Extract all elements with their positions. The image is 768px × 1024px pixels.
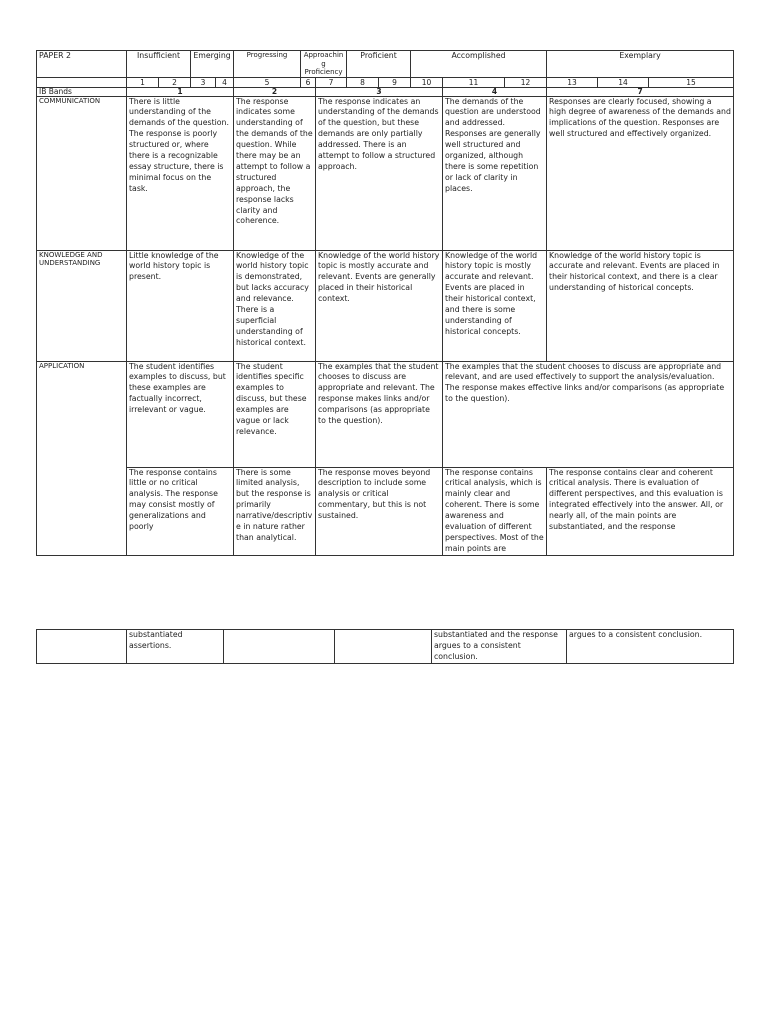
level-insufficient: Insufficient — [127, 51, 191, 78]
level-emerging: Emerging — [191, 51, 234, 78]
descriptor-band-2: The student identifies specific examples to discuss, but these examples are vague or lack relevance. — [234, 361, 316, 467]
descriptor-band-2: There is some limited analysis, but the response is primarily narrative/descriptive in nature rather than analytical. — [234, 467, 316, 555]
descriptor-band-4: The response contains critical analysis, which is mainly clear and coherent. There is some awareness and evaluation of different perspectives. Most of the main points are — [443, 467, 547, 555]
level-accomplished: Accomplished — [411, 51, 547, 78]
analysis-row — [37, 467, 734, 555]
score-cell: 6 — [301, 77, 316, 87]
score-cell: 5 — [234, 77, 301, 87]
criterion-label: APPLICATION — [37, 361, 127, 555]
score-row — [37, 77, 734, 87]
score-cell: 10 — [411, 77, 443, 87]
descriptor-band-3: The examples that the student chooses to discuss are appropriate and relevant. The response makes links and/or comparisons (as appropriate to the question). — [316, 361, 443, 467]
descriptor-band-7: Responses are clearly focused, showing a high degree of awareness of the demands and implications of the question. Responses are well structured and effectively organized. — [547, 96, 734, 250]
continuation-row — [37, 630, 734, 664]
descriptor-band-2: The response indicates some understanding of the demands of the question. While there may be an attempt to follow a structured approach, the response lacks clarity and coherence. — [234, 96, 316, 250]
band-4: 4 — [443, 87, 547, 96]
score-cell: 7 — [316, 77, 347, 87]
paper-label: PAPER 2 — [37, 51, 127, 78]
criterion-label: KNOWLEDGE AND UNDERSTANDING — [37, 250, 127, 361]
descriptor-band-1: The student identifies examples to discuss, but these examples are factually incorrect, irrelevant or vague. — [127, 361, 234, 467]
score-cell: 12 — [505, 77, 547, 87]
score-cell: 14 — [598, 77, 649, 87]
band-3: 3 — [316, 87, 443, 96]
score-cell: 2 — [159, 77, 191, 87]
descriptor-band-1: Little knowledge of the world history topic is present. — [127, 250, 234, 361]
score-cell: 3 — [191, 77, 216, 87]
descriptor-band-4: substantiated and the response argues to a consistent conclusion. — [432, 630, 567, 664]
descriptor-band-4: The demands of the question are understood and addressed. Responses are generally well structured and organized, although there is some repetition or lack of clarity in places. — [443, 96, 547, 250]
criterion-label: COMMUNICATION — [37, 96, 127, 250]
level-header-row — [37, 51, 734, 78]
band-7: 7 — [547, 87, 734, 96]
rubric-table — [36, 50, 734, 556]
level-approaching-proficiency: Approaching Proficiency — [301, 51, 347, 78]
descriptor-band-3: The response moves beyond description to include some analysis or critical commentary, but this is not sustained. — [316, 467, 443, 555]
application-row — [37, 361, 734, 467]
ib-bands-label: IB Bands — [37, 87, 127, 96]
descriptor-band-1: There is little understanding of the demands of the question. The response is poorly structured or, where there is a recognizable essay structure, there is minimal focus on the task. — [127, 96, 234, 250]
ib-bands-row — [37, 87, 734, 96]
level-progressing: Progressing — [234, 51, 301, 78]
score-cell: 9 — [379, 77, 411, 87]
communication-row — [37, 96, 734, 250]
descriptor-band-4: Knowledge of the world history topic is mostly accurate and relevant. Events are placed in their historical context, and there is some understanding of historical concepts. — [443, 250, 547, 361]
descriptor-band-3: Knowledge of the world history topic is mostly accurate and relevant. Events are generally placed in their historical context. — [316, 250, 443, 361]
band-2: 2 — [234, 87, 316, 96]
descriptor-band-2: Knowledge of the world history topic is demonstrated, but lacks accuracy and relevance. There is a superficial understanding of historical context. — [234, 250, 316, 361]
score-cell: 11 — [443, 77, 505, 87]
score-cell: 15 — [649, 77, 734, 87]
descriptor-band-4-7: The examples that the student chooses to discuss are appropriate and relevant, and are used effectively to support the analysis/evaluation. The response makes effective links and/or comparisons (as appropriate to the question). — [443, 361, 734, 467]
descriptor-band-1: The response contains little or no critical analysis. The response may consist mostly of generalizations and poorly — [127, 467, 234, 555]
descriptor-band-7: The response contains clear and coherent critical analysis. There is evaluation of different perspectives, and this evaluation is integrated effectively into the answer. All, or nearly all, of the main points are substantiated, and the response — [547, 467, 734, 555]
descriptor-band-1: substantiated assertions. — [127, 630, 224, 664]
descriptor-band-7: Knowledge of the world history topic is accurate and relevant. Events are placed in their historical context, and there is a clear understanding of historical concepts. — [547, 250, 734, 361]
rubric-table-continued — [36, 629, 734, 664]
descriptor-band-3: The response indicates an understanding of the demands of the question, but these demands are only partially addressed. There is an attempt to follow a structured approach. — [316, 96, 443, 250]
score-cell: 8 — [347, 77, 379, 87]
descriptor-band-7: argues to a consistent conclusion. — [567, 630, 734, 664]
level-exemplary: Exemplary — [547, 51, 734, 78]
score-cell: 13 — [547, 77, 598, 87]
score-cell: 4 — [216, 77, 234, 87]
score-cell: 1 — [127, 77, 159, 87]
level-proficient: Proficient — [347, 51, 411, 78]
band-1: 1 — [127, 87, 234, 96]
knowledge-row — [37, 250, 734, 361]
